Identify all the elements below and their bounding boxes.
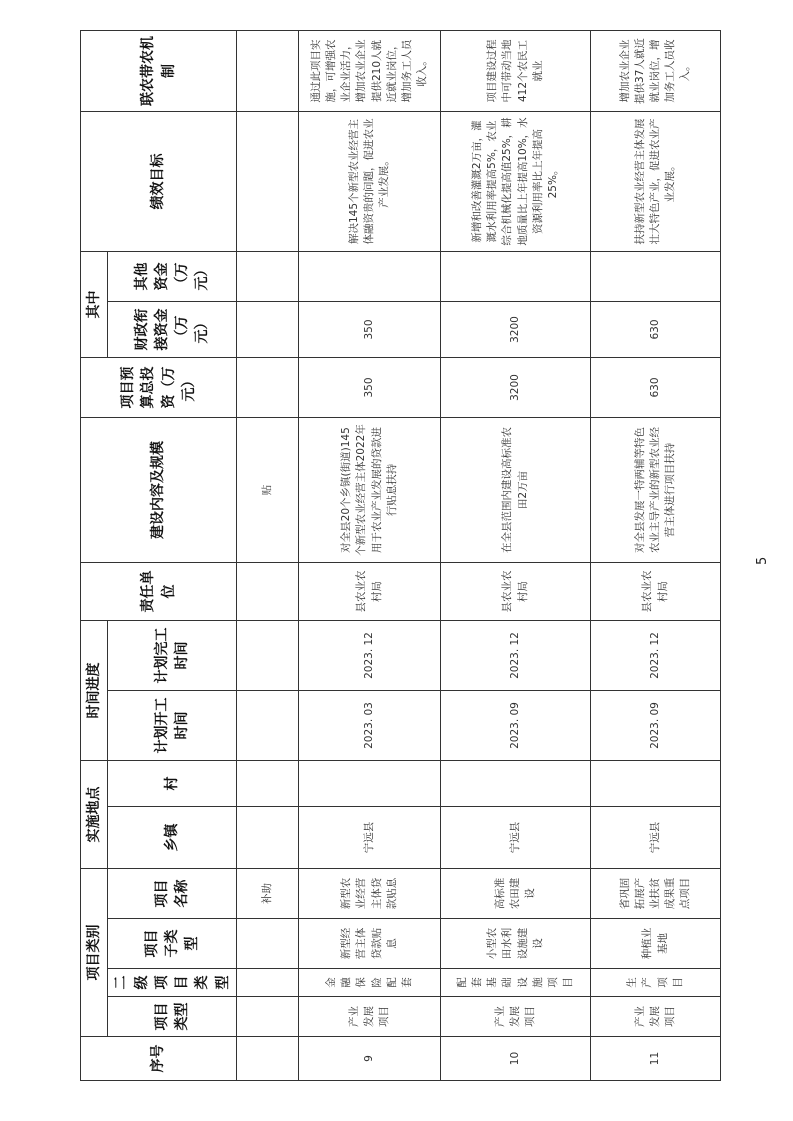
header-seq: 序号 — [81, 1037, 237, 1081]
cell-content-scale: 在全县范围内建设高标准农田2万亩 — [441, 418, 591, 563]
header-total-budget: 项目预算总投资（万元） — [81, 358, 237, 418]
cell-planned-finish — [237, 621, 299, 691]
project-table — [80, 30, 721, 1081]
header-subtype: 项目子类型 — [108, 919, 237, 969]
cell-project-name: 新型农业经营主体贷款贴息 — [299, 869, 441, 919]
cell-performance-goal: 解决145个新型农业经营主体融资贵的问题，促进农业产业发展。 — [299, 112, 441, 252]
cell-project-type — [237, 997, 299, 1037]
cell-project-name: 高标准农田建设 — [441, 869, 591, 919]
table-row — [441, 31, 591, 1081]
cell-subtype: 小型农田水利设施建设 — [441, 919, 591, 969]
table-row — [591, 31, 721, 1081]
cell-project-type: 产业发展项目 — [441, 997, 591, 1037]
cell-performance-goal — [237, 112, 299, 252]
table-row — [299, 31, 441, 1081]
header-township: 乡镇 — [108, 807, 237, 869]
cell-seq: 10 — [441, 1037, 591, 1081]
header-fiscal-funds: 财政衔接资金（万元） — [108, 302, 237, 358]
cell-performance-goal: 新增和改善灌溉2万亩，灌溉水利用率提高5%，农业综合机械化提高值25%，耕地质量比上年提高10%，水资源利用率比上年提高25%。 — [441, 112, 591, 252]
cell-content-scale: 贴 — [237, 418, 299, 563]
cell-project-type: 产业发展项目 — [299, 997, 441, 1037]
cell-planned-start: 2023. 03 — [299, 691, 441, 761]
cell-planned-finish: 2023. 12 — [441, 621, 591, 691]
cell-subtype — [237, 919, 299, 969]
header-project-type: 项目类型 — [108, 997, 237, 1037]
cell-planned-finish: 2023. 12 — [299, 621, 441, 691]
header-row-1 — [81, 31, 108, 1081]
cell-secondary-type: 金融保险配套 — [299, 969, 441, 997]
cell-benefit-mechanism: 增加农业企业提供37人就近就业岗位，增加务工人员收入。 — [591, 31, 721, 112]
header-location: 实施地点 — [81, 761, 108, 869]
cell-township — [237, 807, 299, 869]
cell-planned-start — [237, 691, 299, 761]
cell-fiscal-funds — [237, 302, 299, 358]
cell-other-funds — [299, 252, 441, 302]
cell-benefit-mechanism: 项目建设过程中可带动当地412个农民工就业 — [441, 31, 591, 112]
header-planned-finish: 计划完工时间 — [108, 621, 237, 691]
cell-subtype: 种植业基地 — [591, 919, 721, 969]
cell-project-type: 产业发展项目 — [591, 997, 721, 1037]
header-other-funds: 其他资金（万元） — [108, 252, 237, 302]
cell-village — [299, 761, 441, 807]
cell-project-name: 省巩固拓展产业扶贫成果重点项目 — [591, 869, 721, 919]
cell-total-budget: 3200 — [441, 358, 591, 418]
header-village: 村 — [108, 761, 237, 807]
cell-seq: 11 — [591, 1037, 721, 1081]
cell-fiscal-funds: 3200 — [441, 302, 591, 358]
header-schedule: 时间进度 — [81, 621, 108, 761]
cell-secondary-type: 生产项目 — [591, 969, 721, 997]
cell-planned-finish: 2023. 12 — [591, 621, 721, 691]
cell-village — [237, 761, 299, 807]
cell-planned-start: 2023. 09 — [441, 691, 591, 761]
cell-other-funds — [441, 252, 591, 302]
cell-village — [591, 761, 721, 807]
continuation-row — [237, 31, 299, 1081]
cell-subtype: 新型经营主体贷款贴息 — [299, 919, 441, 969]
header-benefit-mechanism: 联农带农机制 — [81, 31, 237, 112]
cell-secondary-type: 配套基础设施项目 — [441, 969, 591, 997]
cell-secondary-type — [237, 969, 299, 997]
cell-fiscal-funds: 630 — [591, 302, 721, 358]
cell-total-budget — [237, 358, 299, 418]
cell-total-budget: 350 — [299, 358, 441, 418]
cell-content-scale: 对全县20个乡镇(街道)145个新型农业经营主体2022年用于农业产业发展的贷款进行贴息扶持 — [299, 418, 441, 563]
header-project-name: 项目名称 — [108, 869, 237, 919]
cell-fiscal-funds: 350 — [299, 302, 441, 358]
header-project-category: 项目类别 — [81, 869, 108, 1037]
cell-content-scale: 对全县发展一特两辅等特色农业主导产业的新型农业经营主体进行项目扶持 — [591, 418, 721, 563]
header-of-which: 其中 — [81, 252, 108, 358]
header-responsible-unit: 责任单位 — [81, 563, 237, 621]
cell-responsible-unit: 县农业农村局 — [591, 563, 721, 621]
cell-performance-goal: 扶持新型农业经营主体发展壮大特色产业，促进农业产业发展。 — [591, 112, 721, 252]
cell-other-funds — [591, 252, 721, 302]
cell-benefit-mechanism — [237, 31, 299, 112]
cell-total-budget: 630 — [591, 358, 721, 418]
cell-township: 宁远县 — [299, 807, 441, 869]
cell-township: 宁远县 — [441, 807, 591, 869]
cell-planned-start: 2023. 09 — [591, 691, 721, 761]
cell-benefit-mechanism: 通过此项目实施，可增强农业企业活力，增加农业企业提供210人就近就业岗位，增加务工人员收入。 — [299, 31, 441, 112]
cell-responsible-unit: 县农业农村局 — [441, 563, 591, 621]
cell-village — [441, 761, 591, 807]
cell-responsible-unit — [237, 563, 299, 621]
cell-township: 宁远县 — [591, 807, 721, 869]
cell-other-funds — [237, 252, 299, 302]
header-planned-start: 计划开工时间 — [108, 691, 237, 761]
header-content-scale: 建设内容及规模 — [81, 418, 237, 563]
cell-seq — [237, 1037, 299, 1081]
cell-project-name: 补助 — [237, 869, 299, 919]
page-number: 5 — [755, 556, 770, 565]
cell-seq: 9 — [299, 1037, 441, 1081]
header-performance-goal: 绩效目标 — [81, 112, 237, 252]
header-secondary-type: 二级项目类型 — [108, 969, 237, 997]
cell-responsible-unit: 县农业农村局 — [299, 563, 441, 621]
